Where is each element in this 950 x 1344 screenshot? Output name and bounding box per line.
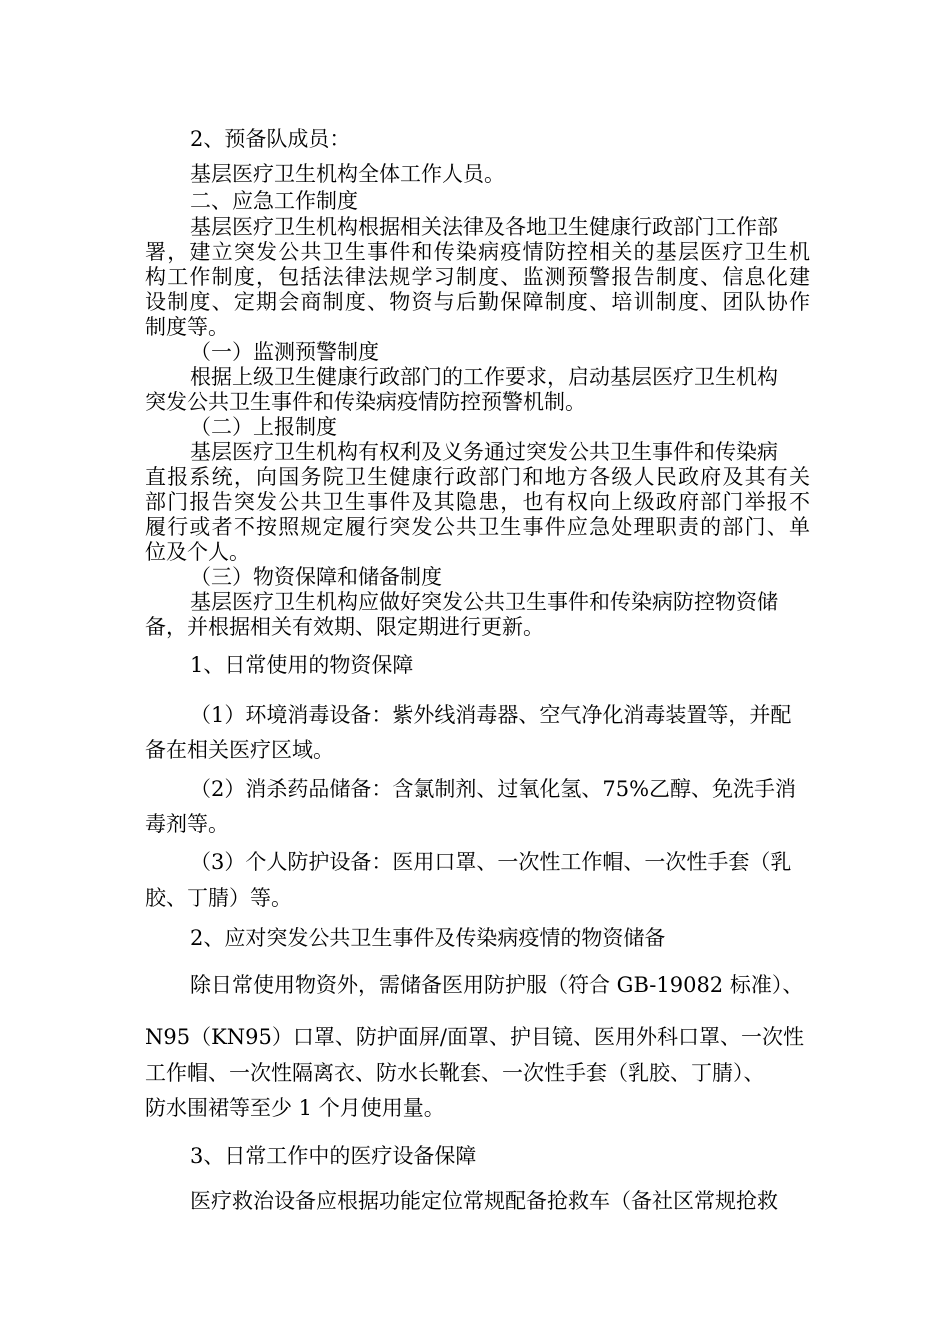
text-line: 2、应对突发公共卫生事件及传染病疫情的物资储备 bbox=[190, 926, 666, 950]
text-line: 部门报告突发公共卫生事件及其隐患，也有权向上级政府部门举报不 bbox=[145, 490, 810, 514]
text-line: （三）物资保障和储备制度 bbox=[190, 565, 442, 589]
text-line: 医疗救治设备应根据功能定位常规配备抢救车（备社区常规抢救 bbox=[190, 1189, 778, 1213]
text-line: （一）监测预警制度 bbox=[190, 340, 379, 364]
text-line: 突发公共卫生事件和传染病疫情防控预警机制。 bbox=[145, 390, 586, 414]
text-line: 胶、丁腈）等。 bbox=[145, 886, 292, 910]
text-line: 基层医疗卫生机构全体工作人员。 bbox=[190, 162, 505, 186]
text-line: 直报系统，向国务院卫生健康行政部门和地方各级人民政府及其有关 bbox=[145, 465, 810, 489]
text-line: 防水围裙等至少 1 个月使用量。 bbox=[145, 1096, 445, 1120]
text-line: 位及个人。 bbox=[145, 540, 250, 564]
text-line: 3、日常工作中的医疗设备保障 bbox=[190, 1144, 477, 1168]
text-line: 设制度、定期会商制度、物资与后勤保障制度、培训制度、团队协作 bbox=[145, 290, 810, 314]
text-line: 毒剂等。 bbox=[145, 812, 229, 836]
text-line: 1、日常使用的物资保障 bbox=[190, 653, 414, 677]
text-line: 2、预备队成员： bbox=[190, 127, 351, 151]
text-line: （1）环境消毒设备：紫外线消毒器、空气净化消毒装置等，并配 bbox=[190, 703, 792, 727]
text-line: 二、应急工作制度 bbox=[190, 189, 358, 213]
text-line: 备，并根据相关有效期、限定期进行更新。 bbox=[145, 615, 544, 639]
text-line: 构工作制度，包括法律法规学习制度、监测预警报告制度、信息化建 bbox=[145, 265, 810, 289]
text-line: 基层医疗卫生机构有权利及义务通过突发公共卫生事件和传染病 bbox=[190, 440, 778, 464]
text-line: 工作帽、一次性隔离衣、防水长靴套、一次性手套（乳胶、丁腈）、 bbox=[145, 1061, 765, 1085]
text-line: 基层医疗卫生机构根据相关法律及各地卫生健康行政部门工作部 bbox=[190, 215, 778, 239]
text-line: N95（KN95）口罩、防护面屏/面罩、护目镜、医用外科口罩、一次性 bbox=[145, 1025, 804, 1049]
text-line: 制度等。 bbox=[145, 315, 229, 339]
text-line: 根据上级卫生健康行政部门的工作要求，启动基层医疗卫生机构 bbox=[190, 365, 778, 389]
text-line: 署，建立突发公共卫生事件和传染病疫情防控相关的基层医疗卫生机 bbox=[145, 240, 810, 264]
text-line: （二）上报制度 bbox=[190, 415, 337, 439]
text-line: 除日常使用物资外，需储备医用防护服（符合 GB-19082 标准）、 bbox=[190, 973, 804, 997]
text-line: 基层医疗卫生机构应做好突发公共卫生事件和传染病防控物资储 bbox=[190, 590, 778, 614]
text-line: （2）消杀药品储备：含氯制剂、过氧化氢、75%乙醇、免洗手消 bbox=[190, 777, 797, 801]
text-line: 备在相关医疗区域。 bbox=[145, 738, 334, 762]
text-line: （3）个人防护设备：医用口罩、一次性工作帽、一次性手套（乳 bbox=[190, 850, 792, 874]
text-line: 履行或者不按照规定履行突发公共卫生事件应急处理职责的部门、单 bbox=[145, 515, 810, 539]
